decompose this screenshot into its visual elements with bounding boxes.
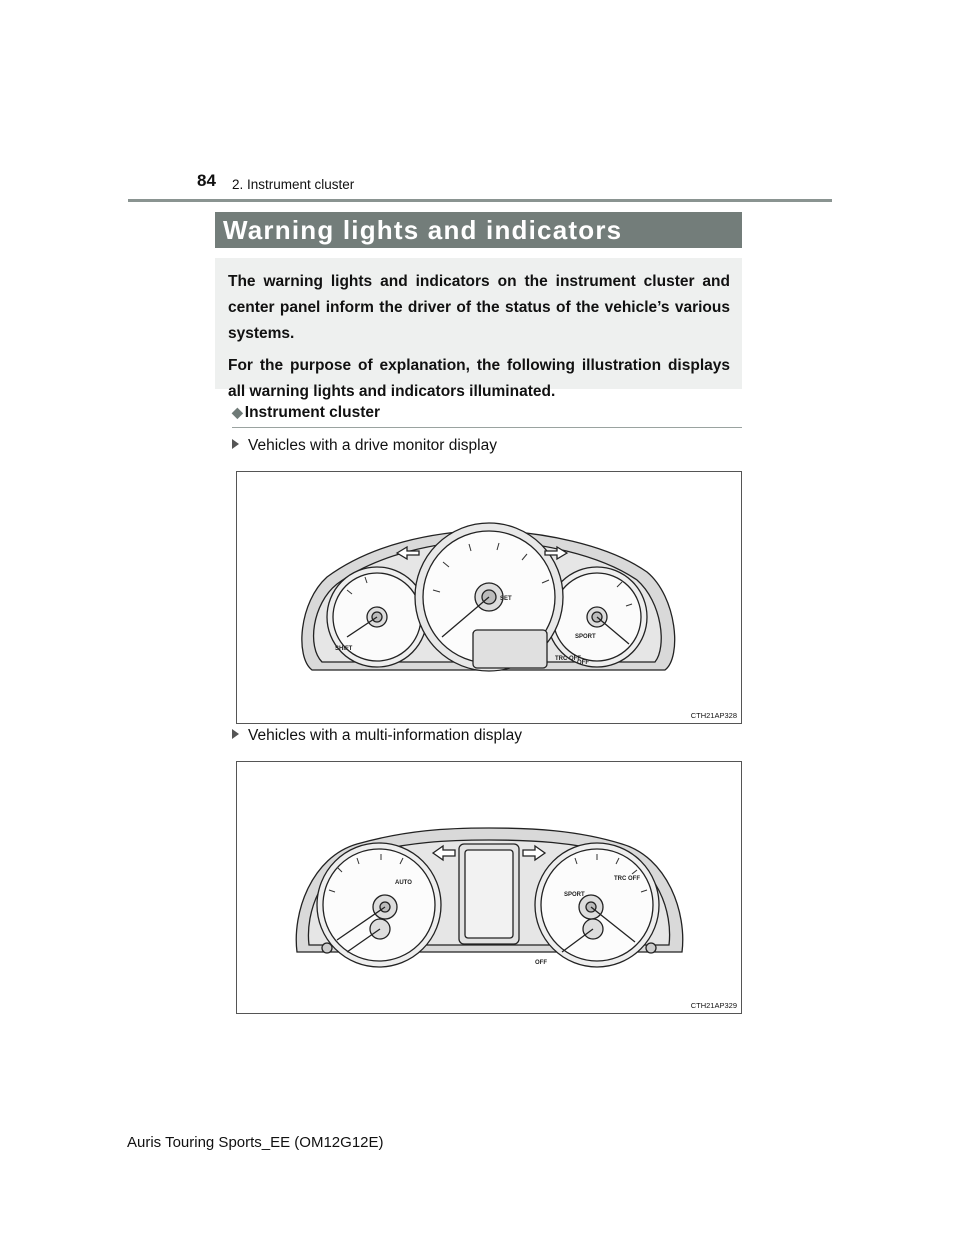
diamond-icon: ◆ (232, 404, 243, 420)
off-label: OFF (577, 660, 589, 666)
sport-label: SPORT (575, 634, 596, 640)
section-heading-text: Instrument cluster (244, 404, 381, 421)
header-rule (128, 199, 832, 202)
set-label: SET (500, 596, 512, 602)
section-rule (232, 427, 742, 428)
auto-label: AUTO (395, 880, 412, 886)
page-title: Warning lights and indicators (215, 212, 742, 248)
trc-off-label: TRC OFF (614, 876, 640, 882)
figure-drive-monitor-cluster (236, 471, 742, 724)
figure-code: CTH21AP328 (690, 711, 737, 720)
cluster-illustration-2 (237, 762, 741, 1013)
shift-label: SHIFT (335, 646, 353, 652)
intro-box (215, 258, 742, 400)
intro-paragraph: The warning lights and indicators on the instrument cluster and center panel inform the driver of the status of the vehicle’s various systems. (228, 273, 730, 342)
figure-multi-info-cluster (236, 761, 742, 1014)
running-head: 2. Instrument cluster (232, 177, 355, 192)
cluster-illustration-1 (237, 472, 741, 723)
page-number: 84 (197, 171, 216, 190)
triangle-bullet-icon (232, 439, 239, 449)
triangle-bullet-icon (232, 729, 239, 739)
trc-off-label: TRC OFF (555, 656, 581, 662)
sport-label: SPORT (564, 892, 585, 898)
figure-caption-text: Vehicles with a multi-information display (248, 727, 522, 744)
figure-code: CTH21AP329 (690, 1001, 737, 1010)
figure-caption-2 (232, 727, 522, 745)
intro-paragraph: For the purpose of explanation, the following illustration displays all warning lights and indicators illuminated. (228, 357, 730, 400)
off-label: OFF (535, 960, 547, 966)
section-heading (232, 404, 380, 422)
figure-caption-text: Vehicles with a drive monitor display (248, 437, 497, 454)
figure-caption-1 (232, 437, 497, 455)
page-footer: Auris Touring Sports_EE (OM12G12E) (127, 1134, 384, 1151)
